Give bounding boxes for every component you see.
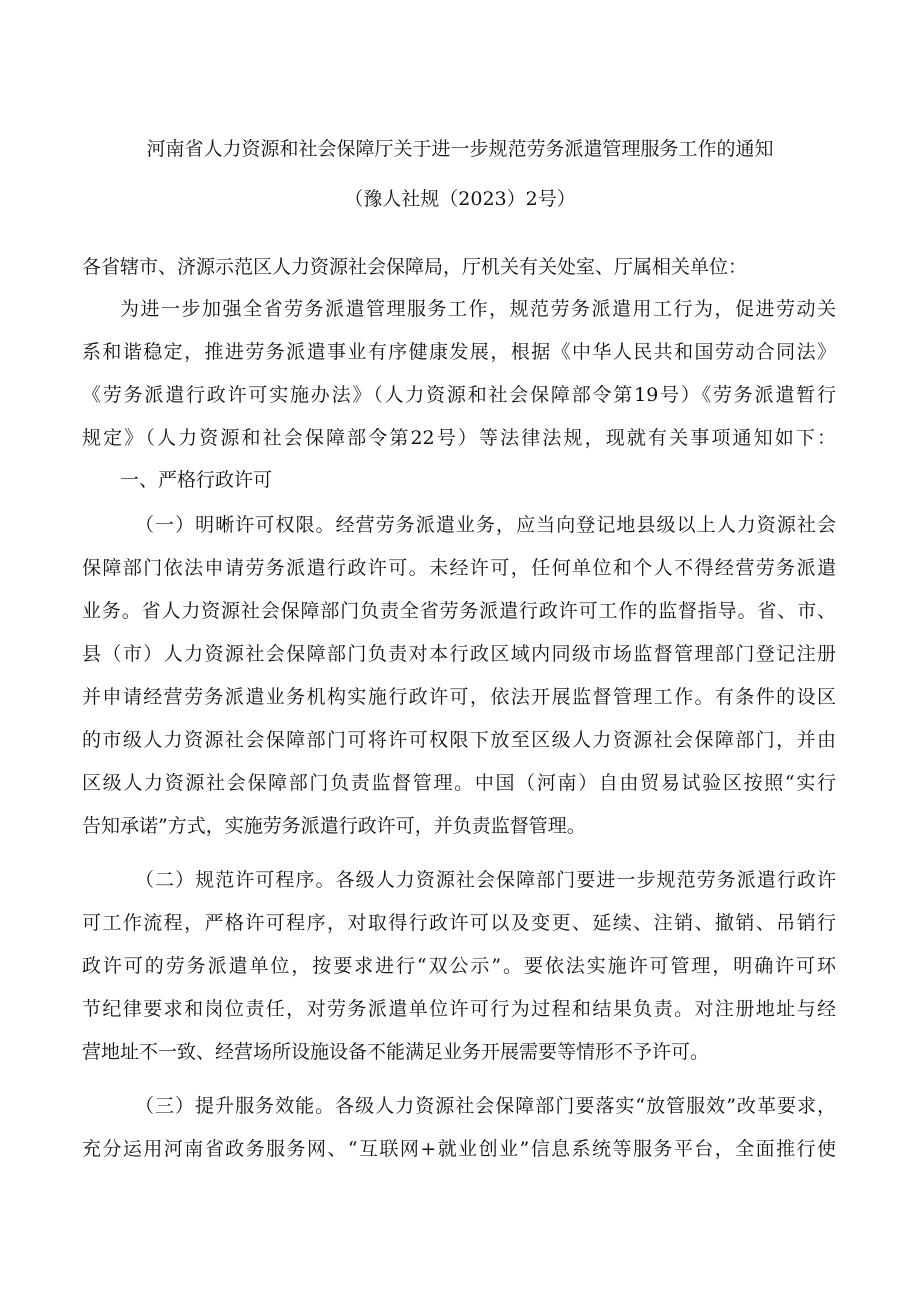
item2-line: 可工作流程，严格许可程序，对取得行政许可以及变更、延续、注销、撤销、吊销行 <box>82 912 836 934</box>
intro-line: 《劳务派遣行政许可实施办法》（人力资源和社会保障部令第19号）《劳务派遣暂行 <box>82 384 836 406</box>
document-title: 河南省人力资源和社会保障厅关于进一步规范劳务派遣管理服务工作的通知 <box>146 138 774 160</box>
salutation: 各省辖市、济源示范区人力资源社会保障局，厅机关有关处室、厅属相关单位： <box>82 256 748 278</box>
item1-line: 业务。省人力资源社会保障部门负责全省劳务派遣行政许可工作的监督指导。省、市、 <box>82 600 836 622</box>
item2-line: 政许可的劳务派遣单位，按要求进行“双公示”。要依法实施许可管理，明确许可环 <box>82 955 836 977</box>
item1-line: 并申请经营劳务派遣业务机构实施行政许可，依法开展监督管理工作。有条件的设区 <box>82 686 836 708</box>
intro-line: 规定》（人力资源和社会保障部令第22号）等法律法规，现就有关事项通知如下： <box>82 427 836 449</box>
item2-line: 营地址不一致、经营场所设施设备不能满足业务开展需要等情形不予许可。 <box>82 1041 710 1063</box>
item2-line: （二）规范许可程序。各级人力资源社会保障部门要进一步规范劳务派遣行政许 <box>135 869 836 891</box>
item1-line: 县（市）人力资源社会保障部门负责对本行政区域内同级市场监督管理部门登记注册 <box>82 643 836 665</box>
section-heading: 一、严格行政许可 <box>120 469 273 491</box>
intro-line: 系和谐稳定，推进劳务派遣事业有序健康发展，根据《中华人民共和国劳动合同法》 <box>82 341 836 363</box>
item1-line: 区级人力资源社会保障部门负责监督管理。中国（河南）自由贸易试验区按照“实行 <box>82 772 836 794</box>
item1-line: 的市级人力资源社会保障部门可将许可权限下放至区级人力资源社会保障部门，并由 <box>82 729 836 751</box>
intro-line: 为进一步加强全省劳务派遣管理服务工作，规范劳务派遣用工行为，促进劳动关 <box>120 298 836 320</box>
item2-line: 节纪律要求和岗位责任，对劳务派遣单位许可行为过程和结果负责。对注册地址与经 <box>82 998 836 1020</box>
item3-line: （三）提升服务效能。各级人力资源社会保障部门要落实“放管服效”改革要求， <box>135 1095 836 1117</box>
item1-line: （一）明晰许可权限。经营劳务派遣业务，应当向登记地县级以上人力资源社会 <box>135 514 836 536</box>
item1-line: 告知承诺”方式，实施劳务派遣行政许可，并负责监督管理。 <box>82 815 586 837</box>
item3-line: 充分运用河南省政务服务网、“互联网+就业创业”信息系统等服务平台，全面推行使 <box>82 1138 836 1160</box>
document-number: （豫人社规（2023）2号） <box>344 188 576 210</box>
item1-line: 保障部门依法申请劳务派遣行政许可。未经许可，任何单位和个人不得经营劳务派遣 <box>82 557 836 579</box>
